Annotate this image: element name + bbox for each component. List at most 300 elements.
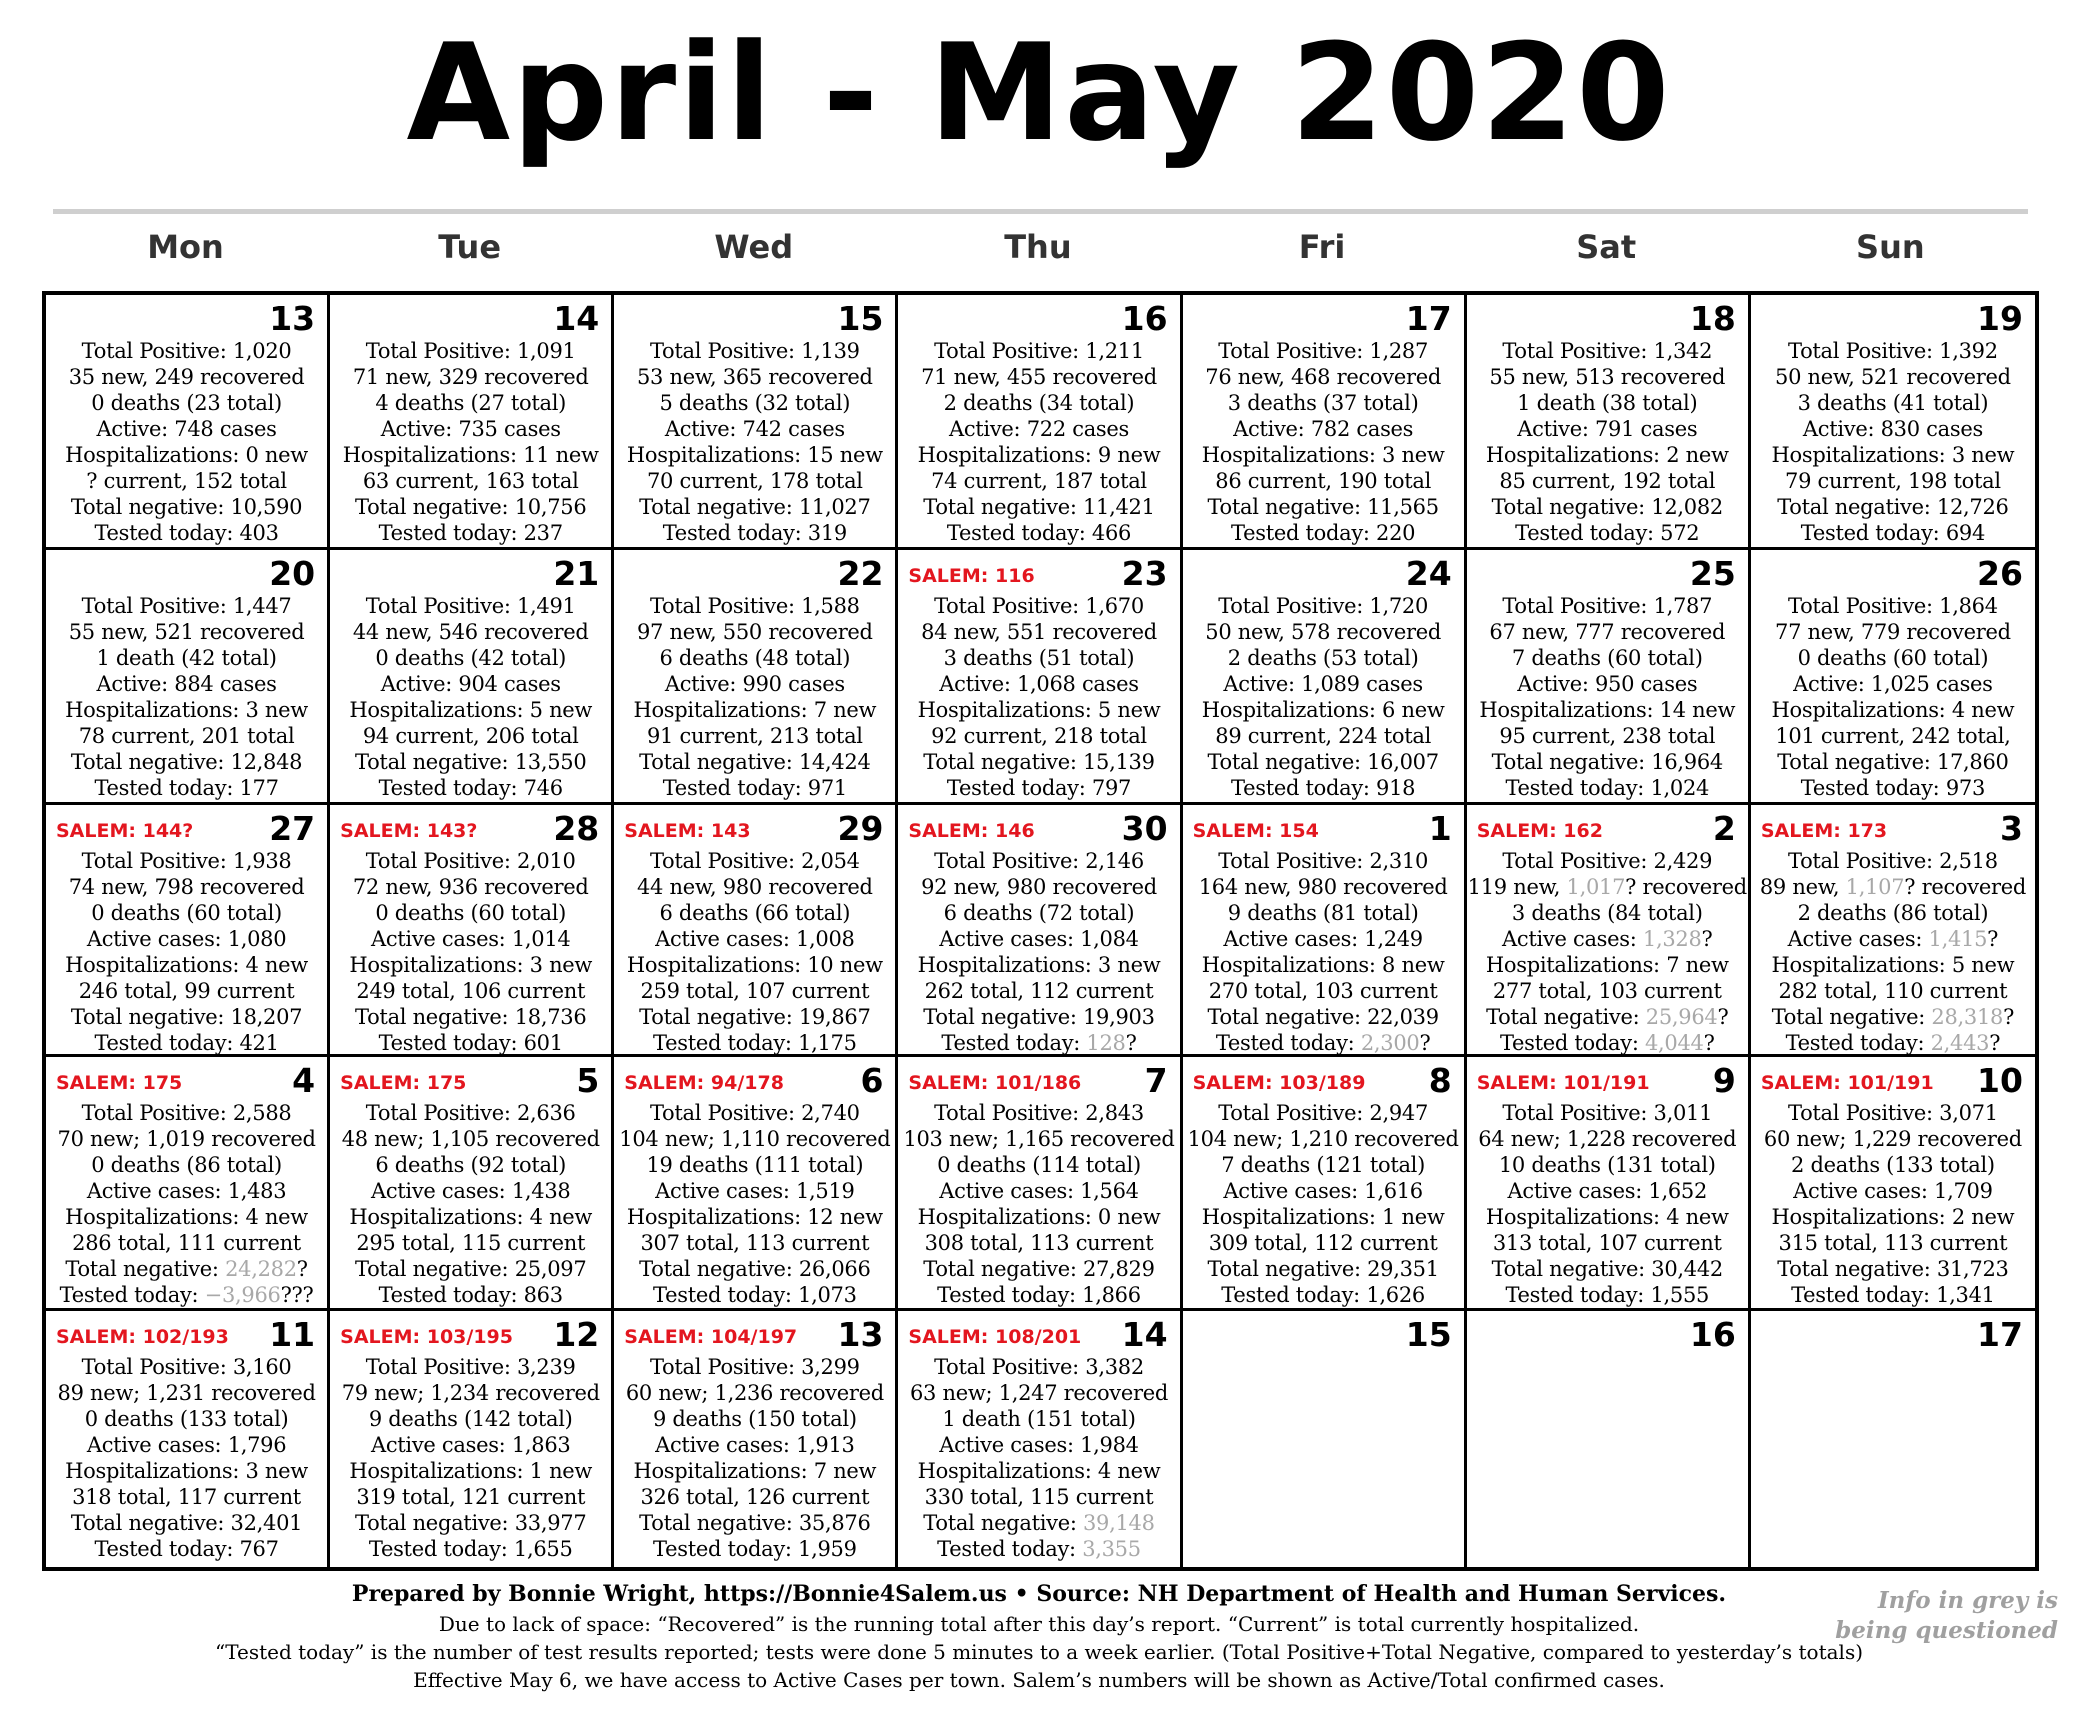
stat-line [898, 848, 1179, 874]
stat-text: Hospitalizations: 5 new [1771, 953, 2015, 977]
day-stats [614, 1100, 895, 1308]
stat-line [1467, 1126, 1748, 1152]
stat-line [898, 1004, 1179, 1030]
stat-line [330, 1204, 611, 1230]
stat-line [330, 442, 611, 468]
stat-text: Total Positive: 2,588 [81, 1101, 292, 1125]
stat-text: 86 current, 190 total [1215, 469, 1431, 493]
day-number: 15 [837, 299, 884, 338]
weekday-fri: Fri [1298, 228, 1346, 266]
stat-text: Total negative: 11,565 [1207, 495, 1439, 519]
stat-text: 7 deaths (121 total) [1221, 1153, 1425, 1177]
stat-text: 95 current, 238 total [1499, 724, 1716, 748]
stat-text: 60 new; 1,236 recovered [625, 1381, 884, 1405]
stat-text: Total negative: 29,351 [1207, 1257, 1439, 1281]
stat-line [46, 697, 327, 723]
stat-line [614, 520, 895, 546]
stat-text: Hospitalizations: 3 new [1771, 443, 2015, 467]
stat-line [1751, 364, 2035, 390]
stat-text: 2 deaths (53 total) [1227, 646, 1419, 670]
stat-line [330, 364, 611, 390]
stat-text: 309 total, 112 current [1208, 1231, 1438, 1255]
stat-line [898, 1126, 1179, 1152]
stat-line [1751, 697, 2035, 723]
stat-line [898, 1354, 1179, 1380]
stat-text: Active cases: [1502, 927, 1643, 951]
stat-line [614, 1004, 895, 1030]
stat-text: Active cases: 1,438 [370, 1179, 571, 1203]
stat-line [898, 1204, 1179, 1230]
day-stats [46, 593, 327, 801]
stat-text: 91 current, 213 total [646, 724, 863, 748]
stat-line [898, 1100, 1179, 1126]
stat-text: 3 deaths (37 total) [1227, 391, 1419, 415]
stat-line [614, 593, 895, 619]
stat-text: Total Positive: 1,670 [934, 594, 1144, 618]
stat-text: Total negative: [65, 1257, 226, 1281]
stat-text: 63 new; 1,247 recovered [909, 1381, 1169, 1405]
questioned-value: 1,328 [1642, 927, 1702, 951]
stat-text: Tested today: 220 [1231, 521, 1416, 545]
stat-text: 0 deaths (23 total) [91, 391, 282, 415]
footer-note-recovered: Due to lack of space: “Recovered” is the running total after this day’s report. “Current” is total currently hospitalized. [438, 1612, 1640, 1636]
stat-line [898, 1536, 1179, 1562]
stat-line [898, 1282, 1179, 1308]
stat-line [46, 1432, 327, 1458]
stat-line [46, 338, 327, 364]
stat-text: Tested today: [937, 1537, 1083, 1561]
stat-text: 0 deaths (86 total) [91, 1153, 282, 1177]
stat-line [330, 1510, 611, 1536]
calendar-day-cell [614, 805, 898, 1057]
stat-text: 0 deaths (133 total) [84, 1407, 289, 1431]
salem-count: SALEM: 173 [1760, 820, 1888, 842]
stat-line [330, 619, 611, 645]
stat-text: Total Positive: 3,160 [81, 1355, 292, 1379]
stat-text: Tested today: 1,655 [368, 1537, 573, 1561]
stat-line [614, 1432, 895, 1458]
stat-text: Hospitalizations: 4 new [1771, 698, 2015, 722]
questioned-value: 4,044 [1644, 1031, 1704, 1055]
stat-text: Tested today: 746 [378, 776, 563, 800]
stat-line [1751, 775, 2035, 801]
stat-line [898, 1152, 1179, 1178]
stat-line [330, 390, 611, 416]
day-stats [330, 1354, 611, 1562]
stat-text: 89 current, 224 total [1215, 724, 1431, 748]
stat-text: 97 new, 550 recovered [636, 620, 873, 644]
stat-line [1751, 1100, 2035, 1126]
stat-text: Hospitalizations: 10 new [626, 953, 883, 977]
stat-text: Tested today: 694 [1800, 521, 1986, 545]
stat-line [1751, 1282, 2035, 1308]
calendar-day-cell [614, 1057, 898, 1311]
stat-line [1467, 775, 1748, 801]
day-stats [1751, 338, 2035, 546]
day-number: 1 [1428, 809, 1452, 848]
stat-text: Total negative: 15,139 [923, 750, 1155, 774]
stat-line [46, 645, 327, 671]
stat-line [46, 1406, 327, 1432]
stat-text: 71 new, 455 recovered [921, 365, 1157, 389]
stat-line [46, 1282, 327, 1308]
stat-line [46, 900, 327, 926]
stat-text: 70 new; 1,019 recovered [57, 1127, 316, 1151]
stat-line [46, 442, 327, 468]
day-number: 19 [1977, 299, 2023, 338]
day-number: 5 [576, 1061, 600, 1100]
stat-text: Total Positive: 2,740 [649, 1101, 860, 1125]
stat-text: Tested today: 971 [662, 776, 847, 800]
stat-line [1183, 900, 1464, 926]
stat-text: Total Positive: 1,342 [1502, 339, 1713, 363]
stat-text: Hospitalizations: 3 new [65, 1459, 308, 1483]
stat-text: Hospitalizations: 3 new [917, 953, 1161, 977]
stat-text: ? [1125, 1031, 1137, 1055]
stat-text: Total Positive: 2,010 [365, 849, 576, 873]
stat-text: Total Positive: 1,787 [1502, 594, 1713, 618]
stat-line [1467, 671, 1748, 697]
stat-text: Total negative: 11,421 [923, 495, 1155, 519]
stat-text: Active: 742 cases [664, 417, 845, 441]
stat-text: Total negative: 22,039 [1207, 1005, 1439, 1029]
stat-text: Total negative: [923, 1511, 1083, 1535]
stat-text: 0 deaths (60 total) [1797, 646, 1989, 670]
stat-line [1751, 1256, 2035, 1282]
calendar-day-cell [330, 805, 614, 1057]
stat-text: 282 total, 110 current [1778, 979, 2008, 1003]
stat-text: Active: 735 cases [380, 417, 561, 441]
stat-text: Hospitalizations: 2 new [1485, 443, 1729, 467]
stat-line [1467, 619, 1748, 645]
stat-text: Total negative: 18,736 [355, 1005, 587, 1029]
calendar-day-cell [46, 1057, 330, 1311]
stat-line [330, 848, 611, 874]
stat-text: Tested today: 1,866 [937, 1283, 1141, 1307]
stat-text: Hospitalizations: 4 new [65, 1205, 308, 1229]
stat-line [330, 1256, 611, 1282]
grey-note-line-2: being questioned [1835, 1617, 2058, 1644]
stat-text: Hospitalizations: 3 new [65, 698, 308, 722]
stat-line [330, 874, 611, 900]
day-number: 2 [1712, 809, 1736, 848]
stat-line [330, 723, 611, 749]
salem-count: SALEM: 175 [340, 1072, 467, 1094]
stat-text: Total Positive: 3,382 [934, 1355, 1144, 1379]
stat-text: 55 new, 513 recovered [1489, 365, 1726, 389]
stat-line [330, 645, 611, 671]
stat-line [614, 1484, 895, 1510]
calendar-day-cell [898, 1057, 1182, 1311]
stat-text: 307 total, 113 current [640, 1231, 870, 1255]
stat-line [46, 1126, 327, 1152]
stat-text: Total negative: 31,723 [1777, 1257, 2009, 1281]
stat-line [898, 1256, 1179, 1282]
calendar-day-cell [46, 295, 330, 550]
stat-line [1183, 952, 1464, 978]
stat-text: Active: 1,068 cases [939, 672, 1139, 696]
stat-line [1183, 416, 1464, 442]
stat-line [898, 364, 1179, 390]
stat-line [1751, 1152, 2035, 1178]
stat-text: Hospitalizations: 15 new [626, 443, 883, 467]
stat-text: 79 new; 1,234 recovered [341, 1381, 600, 1405]
stat-line [46, 952, 327, 978]
weekday-wed: Wed [714, 228, 794, 266]
stat-text: Tested today: 1,073 [653, 1283, 857, 1307]
salem-count: SALEM: 144? [56, 820, 194, 842]
stat-text: Total Positive: 2,054 [649, 849, 860, 873]
stat-text: Tested today: [59, 1283, 205, 1307]
stat-line [1467, 390, 1748, 416]
stat-line [330, 697, 611, 723]
stat-text: Active cases: 1,796 [86, 1433, 287, 1457]
stat-text: Active: 1,089 cases [1223, 672, 1423, 696]
stat-line [614, 874, 895, 900]
calendar-day-cell [330, 1057, 614, 1311]
stat-text: Active: 722 cases [948, 417, 1130, 441]
questioned-value: 39,148 [1082, 1511, 1155, 1535]
weekday-header-row [43, 228, 2040, 278]
salem-count: SALEM: 103/195 [340, 1326, 513, 1348]
stat-text: 74 current, 187 total [931, 469, 1147, 493]
calendar-day-cell [898, 295, 1182, 550]
stat-line [898, 442, 1179, 468]
stat-line [1751, 1004, 2035, 1030]
stat-line [1467, 520, 1748, 546]
stat-line [1467, 338, 1748, 364]
stat-line [330, 1458, 611, 1484]
questioned-value: 128 [1086, 1031, 1126, 1055]
stat-text: Hospitalizations: 0 new [917, 1205, 1161, 1229]
stat-text: 63 current, 163 total [362, 469, 579, 493]
day-number: 29 [837, 809, 884, 848]
stat-text: ? recovered [1625, 875, 1747, 899]
stat-text: 0 deaths (114 total) [937, 1153, 1141, 1177]
stat-line [330, 593, 611, 619]
stat-text: Total Positive: 1,287 [1218, 339, 1429, 363]
stat-line [898, 593, 1179, 619]
stat-text: Tested today: 601 [378, 1031, 563, 1055]
stat-line [1183, 978, 1464, 1004]
stat-line [1467, 1004, 1748, 1030]
day-number: 10 [1977, 1061, 2023, 1100]
stat-text: 70 current, 178 total [646, 469, 863, 493]
day-number: 7 [1144, 1061, 1168, 1100]
stat-line [1183, 749, 1464, 775]
stat-line [1751, 1178, 2035, 1204]
calendar-day-cell [898, 1311, 1182, 1567]
day-stats [1751, 593, 2035, 801]
stat-line [46, 390, 327, 416]
stat-line [898, 338, 1179, 364]
day-number: 6 [860, 1061, 884, 1100]
day-number: 21 [553, 554, 600, 593]
stat-text: 35 new, 249 recovered [68, 365, 305, 389]
stat-text: Total Positive: 3,299 [649, 1355, 860, 1379]
salem-count: SALEM: 94/178 [624, 1072, 784, 1094]
stat-text: Tested today: 1,341 [1791, 1283, 1995, 1307]
stat-text: 89 new, [1759, 875, 1846, 899]
stat-text: Tested today: 863 [378, 1283, 563, 1307]
day-stats [46, 848, 327, 1056]
stat-line [1467, 645, 1748, 671]
stat-text: 85 current, 192 total [1499, 469, 1716, 493]
stat-line [1467, 442, 1748, 468]
stat-line [1751, 671, 2035, 697]
calendar-day-cell [614, 550, 898, 805]
day-stats [1467, 1100, 1748, 1308]
stat-text: Active cases: 1,984 [939, 1433, 1139, 1457]
stat-text: Total negative: 12,848 [70, 750, 303, 774]
stat-text: 3 deaths (51 total) [943, 646, 1135, 670]
stat-line [1183, 593, 1464, 619]
day-stats [898, 1100, 1179, 1308]
stat-line [46, 1030, 327, 1056]
calendar-day-cell [1183, 805, 1467, 1057]
stat-line [1183, 1100, 1464, 1126]
stat-line [614, 926, 895, 952]
stat-line [1183, 926, 1464, 952]
weekday-tue: Tue [438, 228, 502, 266]
stat-line [614, 468, 895, 494]
stat-line [614, 671, 895, 697]
stat-text: Hospitalizations: 4 new [917, 1459, 1161, 1483]
stat-line [1751, 749, 2035, 775]
stat-line [46, 1100, 327, 1126]
stat-line [1751, 1030, 2035, 1056]
stat-line [1751, 416, 2035, 442]
stat-line [614, 1510, 895, 1536]
stat-line [46, 848, 327, 874]
stat-text: Tested today: 319 [662, 521, 847, 545]
stat-line [614, 1126, 895, 1152]
stat-text: Active cases: 1,249 [1223, 927, 1423, 951]
stat-line [1751, 1230, 2035, 1256]
stat-line [1467, 1030, 1748, 1056]
day-stats [1467, 593, 1748, 801]
stat-text: Total negative: 10,590 [70, 495, 303, 519]
stat-line [46, 1536, 327, 1562]
stat-text: Total Positive: 1,392 [1788, 339, 1998, 363]
stat-line [1183, 645, 1464, 671]
calendar-day-cell [1751, 550, 2035, 805]
stat-text: Hospitalizations: 3 new [349, 953, 593, 977]
stat-line [1183, 671, 1464, 697]
stat-line [614, 1282, 895, 1308]
stat-line [46, 749, 327, 775]
stat-line [46, 1204, 327, 1230]
stat-line [330, 1536, 611, 1562]
stat-text: Active cases: 1,652 [1507, 1179, 1708, 1203]
stat-line [1467, 416, 1748, 442]
day-stats [898, 593, 1179, 801]
stat-line [898, 697, 1179, 723]
stat-line [1751, 593, 2035, 619]
stat-text: Tested today: [1499, 1031, 1645, 1055]
stat-text: Active: 782 cases [1233, 417, 1414, 441]
stat-text: Total negative: 25,097 [355, 1257, 587, 1281]
stat-text: 55 new, 521 recovered [68, 620, 305, 644]
stat-line [330, 1354, 611, 1380]
day-stats [330, 848, 611, 1056]
calendar-day-cell [1751, 1311, 2035, 1567]
stat-line [46, 593, 327, 619]
stat-line [330, 338, 611, 364]
stat-text: 6 deaths (66 total) [659, 901, 851, 925]
stat-text: 0 deaths (60 total) [91, 901, 282, 925]
stat-line [614, 442, 895, 468]
stat-text: 101 current, 242 total, [1775, 724, 2011, 748]
day-stats [1467, 848, 1748, 1056]
weekday-mon: Mon [147, 228, 224, 266]
calendar-day-cell [330, 550, 614, 805]
stat-line [1183, 442, 1464, 468]
salem-count: SALEM: 101/191 [1760, 1072, 1934, 1094]
stat-line [614, 978, 895, 1004]
stat-line [330, 671, 611, 697]
stat-text: Total Positive: 1,211 [934, 339, 1144, 363]
stat-text: Tested today: 237 [378, 521, 563, 545]
stat-text: Hospitalizations: 5 new [349, 698, 593, 722]
stat-text: Total Positive: 2,518 [1788, 849, 1998, 873]
stat-line [614, 952, 895, 978]
stat-line [330, 1484, 611, 1510]
day-number: 18 [1689, 299, 1736, 338]
stat-text: Active: 748 cases [96, 417, 277, 441]
stat-text: Active: 830 cases [1802, 417, 1983, 441]
stat-text: 0 deaths (60 total) [375, 901, 567, 925]
day-number: 16 [1689, 1315, 1736, 1354]
stat-line [614, 1152, 895, 1178]
stat-text: 259 total, 107 current [640, 979, 870, 1003]
stat-text: 319 total, 121 current [356, 1485, 586, 1509]
stat-line [330, 1152, 611, 1178]
stat-line [1467, 1100, 1748, 1126]
stat-text: Hospitalizations: 12 new [626, 1205, 883, 1229]
stat-text: Total Positive: 3,011 [1502, 1101, 1713, 1125]
stat-line [898, 775, 1179, 801]
stat-line [898, 952, 1179, 978]
stat-text: Total Positive: 1,447 [81, 594, 292, 618]
stat-text: Tested today: 572 [1515, 521, 1700, 545]
stat-text: 44 new, 980 recovered [636, 875, 873, 899]
stat-text: Total negative: 33,977 [355, 1511, 587, 1535]
footer-note-salem: Effective May 6, we have access to Active Cases per town. Salem’s numbers will be shown as Active/Total confirmed cases. [413, 1668, 1665, 1692]
stat-line [46, 1004, 327, 1030]
stat-text: Total Positive: 1,864 [1788, 594, 1998, 618]
stat-text: 1 death (151 total) [942, 1407, 1136, 1431]
questioned-value: 2,443 [1930, 1031, 1990, 1055]
stat-line [614, 1354, 895, 1380]
stat-line [898, 619, 1179, 645]
stat-line [1467, 1256, 1748, 1282]
stat-text: Active cases: 1,483 [86, 1179, 287, 1203]
stat-line [898, 1030, 1179, 1056]
stat-line [1183, 1178, 1464, 1204]
stat-line [898, 520, 1179, 546]
stat-text: Total Positive: 1,091 [365, 339, 576, 363]
stat-text: Total negative: 12,082 [1491, 495, 1723, 519]
calendar-day-cell [898, 550, 1182, 805]
stat-text: Total negative: 27,829 [923, 1257, 1155, 1281]
calendar-day-cell [46, 805, 330, 1057]
day-stats [46, 1100, 327, 1308]
grey-info-note [1798, 1586, 2058, 1646]
questioned-value: 25,964 [1645, 1005, 1718, 1029]
stat-text: Total negative: 11,027 [639, 495, 871, 519]
day-stats [330, 593, 611, 801]
